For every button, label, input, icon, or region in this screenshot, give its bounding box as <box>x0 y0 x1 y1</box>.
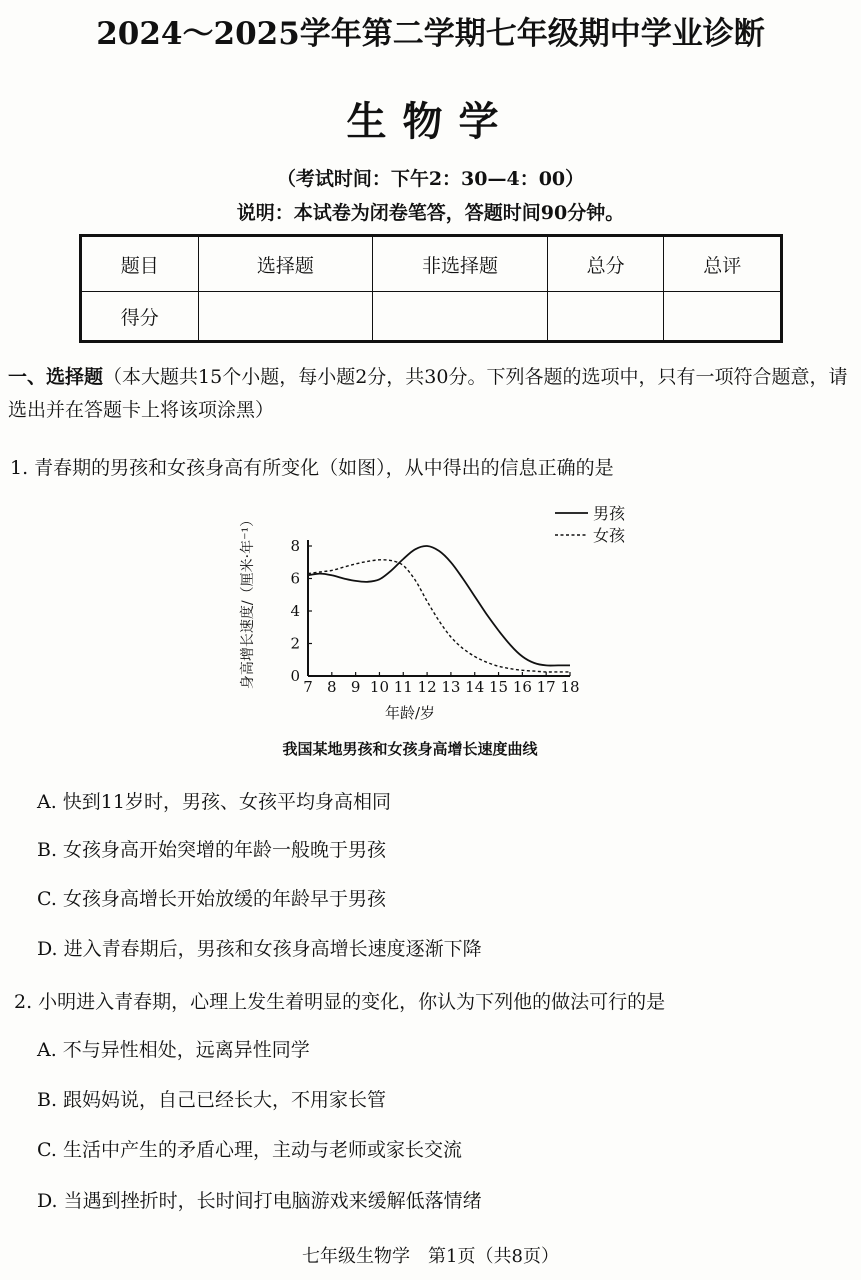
score-cell-choice <box>198 292 373 342</box>
score-table-score-row <box>81 292 782 342</box>
legend-label-boys: 男孩 <box>593 504 626 523</box>
x-tick-label: 13 <box>441 678 461 696</box>
y-tick-label: 6 <box>290 569 300 588</box>
chart-caption: 我国某地男孩和女孩身高增长速度曲线 <box>282 740 538 758</box>
x-tick-label: 16 <box>512 678 532 696</box>
x-tick-label: 10 <box>369 678 390 696</box>
series-line-boys <box>308 546 570 666</box>
section-instructions <box>8 361 858 428</box>
score-cell-total <box>547 292 664 342</box>
question-1-option-c: C. 女孩身高增长开始放缓的年龄早于男孩 <box>37 888 386 910</box>
score-cell-nonchoice <box>373 292 548 342</box>
score-col-topic: 题目 <box>81 236 199 292</box>
chart-ticks <box>290 537 579 696</box>
x-tick-label: 18 <box>560 678 580 696</box>
growth-rate-chart-svg <box>230 496 650 766</box>
y-tick-label: 2 <box>290 634 300 653</box>
score-table <box>79 234 783 343</box>
exam-instructions: 说明：本试卷为闭卷笔答，答题时间90分钟。 <box>236 202 625 224</box>
chart-y-axis-label: 身高增长速度/（厘米·年⁻¹） <box>240 512 256 690</box>
x-tick-label: 14 <box>465 678 485 696</box>
y-tick-label: 4 <box>290 602 300 620</box>
score-col-total: 总分 <box>547 236 664 292</box>
page-footer: 七年级生物学 第1页（共8页） <box>302 1246 559 1267</box>
question-1-option-b: B. 女孩身高开始突增的年龄一般晚于男孩 <box>37 839 387 861</box>
subject-title: 生物学 <box>346 98 515 145</box>
chart-legend <box>555 504 626 545</box>
score-cell-evaluation <box>664 292 782 342</box>
score-row-label: 得分 <box>81 292 199 342</box>
exam-title: 2024～2025学年第二学期七年级期中学业诊断 <box>96 16 765 52</box>
exam-time: （考试时间：下午2：30—4：00） <box>276 168 585 190</box>
section-description: （本大题共15个小题，每小题2分，共30分。下列各题的选项中，只有一项符合题意，请选出并在答题卡上将该项涂黑） <box>8 366 848 422</box>
section-heading: 一、选择题 <box>8 366 104 388</box>
question-2-option-a: A. 不与异性相处，远离异性同学 <box>37 1039 310 1061</box>
chart-axes <box>308 540 570 676</box>
x-tick-label: 9 <box>350 678 361 696</box>
x-tick-label: 17 <box>536 678 556 696</box>
x-tick-label: 12 <box>417 678 437 696</box>
series-line-girls <box>308 560 570 672</box>
score-col-choice: 选择题 <box>198 236 373 292</box>
question-2-stem: 2. 小明进入青春期，心理上发生着明显的变化，你认为下列他的做法可行的是 <box>14 991 666 1013</box>
question-1-stem: 1. 青春期的男孩和女孩身高有所变化（如图），从中得出的信息正确的是 <box>10 457 614 479</box>
question-2-option-b: B. 跟妈妈说，自己已经长大，不用家长管 <box>37 1089 387 1111</box>
score-table-header-row <box>81 236 782 292</box>
y-tick-label: 0 <box>290 667 300 685</box>
growth-rate-chart <box>230 496 650 766</box>
x-tick-label: 7 <box>303 678 313 696</box>
score-col-nonchoice: 非选择题 <box>373 236 548 292</box>
question-2-option-c: C. 生活中产生的矛盾心理，主动与老师或家长交流 <box>37 1139 462 1161</box>
question-1-option-a: A. 快到11岁时，男孩、女孩平均身高相同 <box>37 791 391 813</box>
legend-label-girls: 女孩 <box>593 526 626 545</box>
question-1-option-d: D. 进入青春期后，男孩和女孩身高增长速度逐渐下降 <box>37 938 482 960</box>
y-tick-label: 8 <box>290 537 300 555</box>
question-2-option-d: D. 当遇到挫折时，长时间打电脑游戏来缓解低落情绪 <box>37 1190 482 1212</box>
chart-series <box>308 546 570 672</box>
score-col-evaluation: 总评 <box>664 236 782 292</box>
x-tick-label: 15 <box>488 678 509 696</box>
x-tick-label: 8 <box>327 678 337 696</box>
x-tick-label: 11 <box>393 678 413 696</box>
chart-x-axis-label: 年龄/岁 <box>384 704 436 722</box>
